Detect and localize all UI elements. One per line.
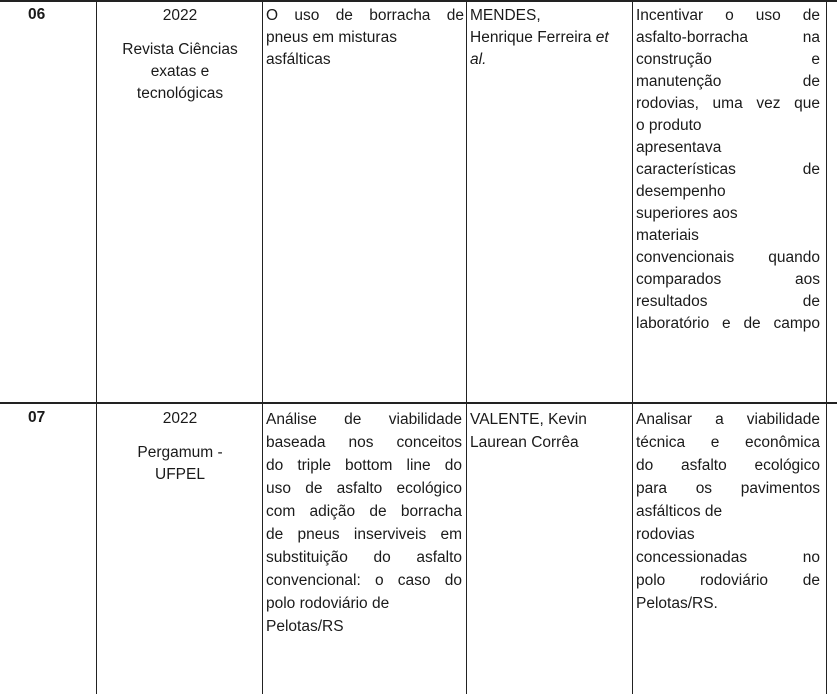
- title-line: Pelotas/RS: [266, 618, 344, 635]
- objective-line: Analisar a viabilidade: [636, 411, 820, 428]
- column-divider: [826, 0, 827, 402]
- column-divider: [466, 402, 467, 694]
- title-line: de pneus inserviveis em: [266, 526, 462, 543]
- author-line: MENDES,: [470, 7, 541, 24]
- objective-line: concessionadas no: [636, 549, 820, 566]
- title-line: com adição de borracha: [266, 503, 462, 520]
- objective-line: do asfalto ecológico: [636, 457, 820, 474]
- column-divider: [632, 0, 633, 402]
- source-line: exatas e: [150, 63, 210, 80]
- column-divider: [632, 402, 633, 694]
- title-line: pneus em misturas: [266, 29, 397, 46]
- title-line: asfálticas: [266, 51, 331, 68]
- objective-line: rodovias, uma vez que: [636, 95, 820, 112]
- source-line: Pergamum -: [137, 444, 223, 461]
- objective-line: Pelotas/RS.: [636, 595, 718, 612]
- row-07-top-border: [0, 402, 837, 404]
- column-divider: [262, 402, 263, 694]
- objective-line: laboratório e de campo: [636, 315, 820, 332]
- publication-source: [100, 39, 260, 105]
- objective-line: resultados de: [636, 293, 820, 310]
- objective-line: rodovias: [636, 526, 695, 543]
- objective-line: polo rodoviário de: [636, 572, 820, 589]
- objective-line: o produto: [636, 117, 702, 134]
- author-line: VALENTE, Kevin: [470, 411, 587, 428]
- objective-line: construção e: [636, 51, 820, 68]
- row-number: 07: [28, 409, 46, 426]
- column-divider: [96, 0, 97, 402]
- objective: [636, 5, 820, 335]
- work-title: [266, 5, 464, 71]
- author-et-al: al.: [470, 51, 487, 68]
- source-line: Revista Ciências: [122, 41, 238, 58]
- author-et-al: et: [595, 29, 609, 46]
- objective-line: desempenho: [636, 183, 726, 200]
- publication-year: 2022: [162, 7, 198, 24]
- title-line: substituição do asfalto: [266, 549, 462, 566]
- title-line: O uso de borracha de: [266, 7, 464, 24]
- publication-year: 2022: [162, 410, 198, 427]
- author-name: Henrique Ferreira: [470, 29, 592, 46]
- column-divider: [466, 0, 467, 402]
- row-06-top-border: [0, 0, 837, 2]
- authors: [470, 5, 630, 71]
- column-divider: [826, 402, 827, 694]
- objective-line: características de: [636, 161, 820, 178]
- title-line: baseada nos conceitos: [266, 434, 462, 451]
- author-line: [470, 27, 630, 49]
- source-line: UFPEL: [155, 466, 205, 483]
- objective-line: para os pavimentos: [636, 480, 820, 497]
- objective-line: Incentivar o uso de: [636, 7, 820, 24]
- objective-line: apresentava: [636, 139, 722, 156]
- objective-line: superiores aos: [636, 205, 738, 222]
- objective-line: asfalto-borracha na: [636, 29, 820, 46]
- author-line: [470, 49, 630, 71]
- objective-line: asfálticos de: [636, 503, 723, 520]
- title-line: uso de asfalto ecológico: [266, 480, 462, 497]
- column-divider: [262, 0, 263, 402]
- title-line: convencional: o caso do: [266, 572, 462, 589]
- column-divider: [96, 402, 97, 694]
- row-number: 06: [28, 6, 46, 23]
- objective-line: técnica e econômica: [636, 434, 820, 451]
- objective-line: materiais: [636, 227, 699, 244]
- title-line: do triple bottom line do: [266, 457, 462, 474]
- title-line: polo rodoviário de: [266, 595, 390, 612]
- source-line: tecnológicas: [136, 85, 224, 102]
- objective: [636, 408, 820, 615]
- work-title: [266, 408, 462, 638]
- objective-line: manutenção de: [636, 73, 820, 90]
- publication-source: [100, 442, 260, 486]
- author-line: Laurean Corrêa: [470, 434, 579, 451]
- title-line: Análise de viabilidade: [266, 411, 462, 428]
- authors: [470, 408, 630, 454]
- objective-line: comparados aos: [636, 271, 820, 288]
- objective-line: convencionais quando: [636, 249, 820, 266]
